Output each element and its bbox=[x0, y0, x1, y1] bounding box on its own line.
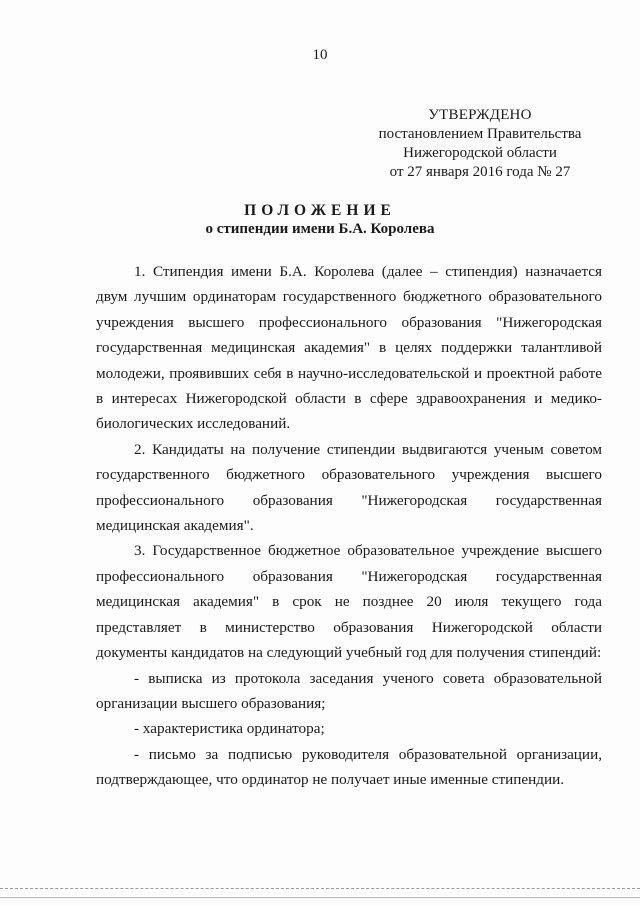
paragraph-2: 2. Кандидаты на получение стипендии выдвигаются ученым советом государственного бюджетного образовательного учреждения высшего профессионального образования "Нижегородская государственная медицинская академия". bbox=[96, 440, 602, 535]
approval-line-1: постановлением Правительства bbox=[378, 126, 582, 142]
document-subtitle: о стипендии имени Б.А. Королева bbox=[205, 221, 435, 237]
document-body bbox=[96, 259, 602, 793]
paragraph-3: 3. Государственное бюджетное образовательное учреждение высшего профессионального образования "Нижегородская государственная медицинская академия" в срок не позднее 20 июля текущего года представляет в министерство образования Нижегородской области документы кандидатов на следующий учебный год для получения стипендий: bbox=[96, 542, 602, 662]
list-item-head-letter: - письмо за подписью руководителя образовательной организации, подтверждающее, что ординатор не получает иные именные стипендии. bbox=[96, 745, 602, 789]
paragraph-1: 1. Стипендия имени Б.А. Королева (далее – стипендия) назначается двум лучшим ординаторам государственного бюджетного образовательного учреждения высшего профессионального образования "Нижегородская государственная медицинская академия" в целях поддержки талантливой молодежи, проявивших себя в научно-исследовательской и проектной работе в интересах Нижегородской области в сфере здравоохранения и медико-биологических исследований. bbox=[96, 263, 602, 433]
document-title: ПОЛОЖЕНИЕ bbox=[244, 202, 396, 219]
footer-divider bbox=[0, 897, 640, 898]
list-item-protocol-extract: - выписка из протокола заседания ученого совета образовательной организации высшего образования; bbox=[96, 669, 602, 712]
footer-scan-line bbox=[0, 888, 640, 889]
list-item-resident-reference: - характеристика ординатора; bbox=[134, 720, 325, 738]
approval-line-3: от 27 января 2016 года № 27 bbox=[389, 164, 571, 180]
page-number: 10 bbox=[312, 47, 328, 63]
approval-line-2: Нижегородской области bbox=[403, 145, 557, 161]
approval-block bbox=[360, 106, 600, 182]
approval-heading: УТВЕРЖДЕНО bbox=[428, 107, 532, 123]
